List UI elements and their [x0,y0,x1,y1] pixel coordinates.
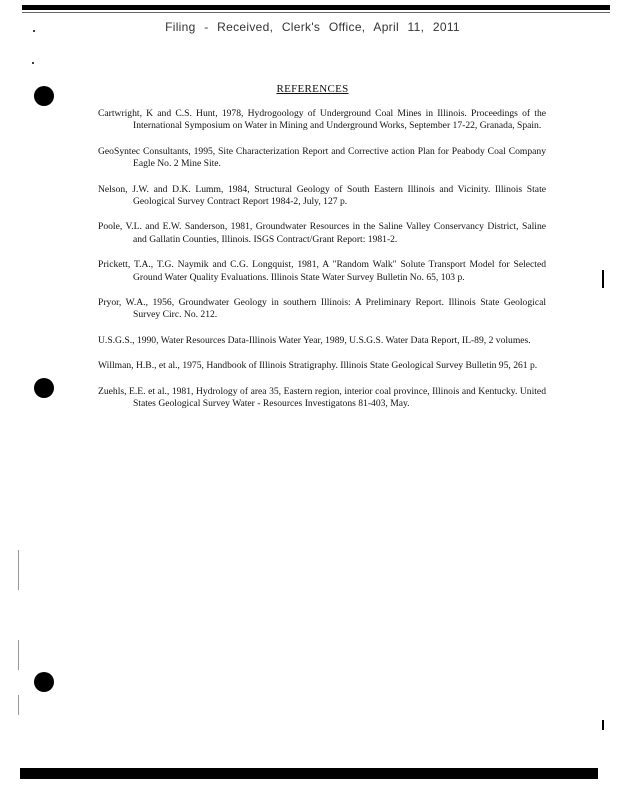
reference-item: Zuehls, E.E. et al., 1981, Hydrology of area 35, Eastern region, interior coal province, Illinois and Kentucky. United States Geological Survey Water - Resources Investigatons 81-403, May. [98,385,546,410]
reference-item: Cartwright, K and C.S. Hunt, 1978, Hydrogoology of Underground Coal Mines in Illinois. Proceedings of the International Symposium on Water in Mining and Underground Works, September 17-22, Granada, Spain. [98,108,546,132]
scan-edge-line [18,640,19,670]
references-list [98,108,546,411]
reference-item: Willman, H.B., et al., 1975, Handbook of Illinois Stratigraphy. Illinois State Geological Survey Bulletin 95, 261 p. [98,360,538,372]
reference-item: U.S.G.S., 1990, Water Resources Data-Illinois Water Year, 1989, U.S.G.S. Water Data Report, IL-89, 2 volumes. [98,334,531,346]
punch-hole-bottom [34,672,54,692]
references-title: REFERENCES [276,83,349,95]
reference-item: GeoSyntec Consultants, 1995, Site Characterization Report and Corrective action Plan for Peabody Coal Company Eagle No. 2 Mine Site. [98,145,546,170]
reference-item: Poole, V.L. and E.W. Sanderson, 1981, Groundwater Resources in the Saline Valley Conservancy District, Saline and Gallatin Counties, Illinois. ISGS Contract/Grant Report: 1981-2. [98,221,546,245]
scan-edge-line [18,695,19,715]
scan-speck [33,30,35,32]
filing-stamp: Filing - Received, Clerk's Office, April 11, 2011 [165,20,460,34]
scan-edge-line [18,550,19,590]
reference-item: Prickett, T.A., T.G. Naymik and C.G. Longquist, 1981, A "Random Walk" Solute Transport Model for Selected Ground Water Quality Evaluations. Illinois State Water Survey Bulletin No. 65, 103 p. [98,259,546,283]
punch-hole-middle [34,378,54,398]
scan-edge-mark [602,720,604,730]
bottom-scan-border [20,768,598,779]
reference-item: Pryor, W.A., 1956, Groundwater Geology in southern Illinois: A Preliminary Report. Illinois State Geological Survey Circ. No. 212. [98,297,546,321]
top-scan-line [22,12,610,13]
top-scan-border [22,5,610,10]
scan-speck [32,62,34,64]
scan-edge-mark [602,270,604,288]
reference-item: Nelson, J.W. and D.K. Lumm, 1984, Structural Geology of South Eastern Illinois and Vicinity. Illinois State Geological Survey Contract Report 1984-2, July, 127 p. [98,183,546,208]
